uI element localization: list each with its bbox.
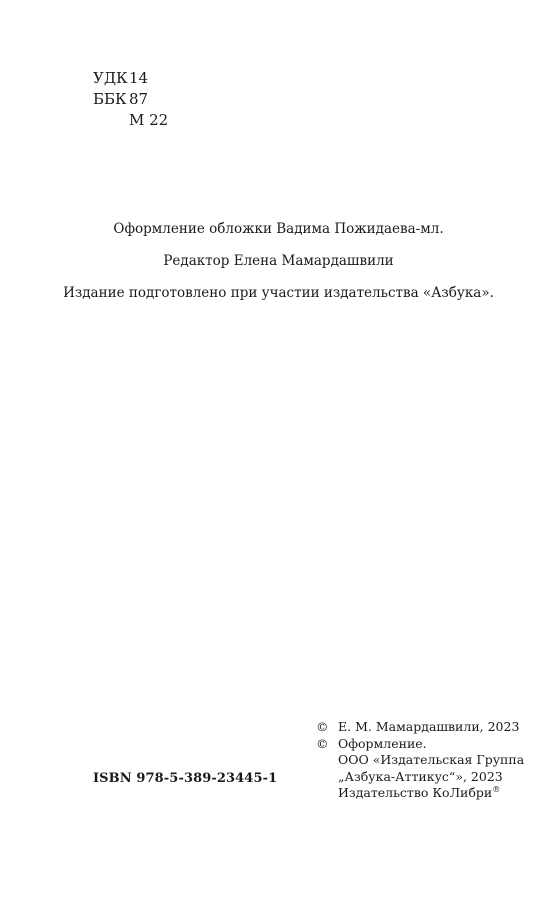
copyright-design-row <box>316 736 524 753</box>
udk-value: 14 <box>129 69 149 87</box>
copyright-sign: © <box>316 719 329 734</box>
credits-block <box>0 219 557 315</box>
copyright-publisher-row <box>316 769 524 786</box>
author-mark-row <box>93 110 168 131</box>
isbn: ISBN 978-5-389-23445-1 <box>93 771 278 786</box>
copyright-block <box>316 719 524 802</box>
classification-block <box>93 68 168 131</box>
copyright-publisher-row <box>316 752 524 769</box>
author-mark-value: М 22 <box>129 111 169 129</box>
copyright-imprint-row <box>316 785 524 802</box>
copyright-author-row <box>316 719 524 736</box>
copyright-publisher-line1: ООО «Издательская Группа <box>338 752 525 767</box>
copyright-author: Е. М. Мамардашвили, 2023 <box>338 719 520 734</box>
copyright-design: Оформление. <box>338 735 427 751</box>
registered-mark: ® <box>492 784 501 794</box>
editor-credit: Редактор Елена Мамардашвили <box>163 253 394 269</box>
imprint-name: Издательство КоЛибри <box>338 785 493 800</box>
copyright-publisher-line2: „Азбука-Аттикус“», 2023 <box>338 768 503 784</box>
copyright-imprint <box>338 785 500 802</box>
cover-design-credit: Оформление обложки Вадима Пожидаева-мл. <box>113 221 444 237</box>
udk-row <box>93 68 168 89</box>
publisher-note: Издание подготовлено при участии издательства «Азбука». <box>63 285 494 301</box>
udk-label: УДК <box>93 69 128 87</box>
bbk-value: 87 <box>129 90 149 108</box>
bbk-label: ББК <box>93 90 127 108</box>
bbk-row <box>93 89 168 110</box>
author-mark-label <box>93 110 129 131</box>
copyright-sign: © <box>316 735 329 751</box>
